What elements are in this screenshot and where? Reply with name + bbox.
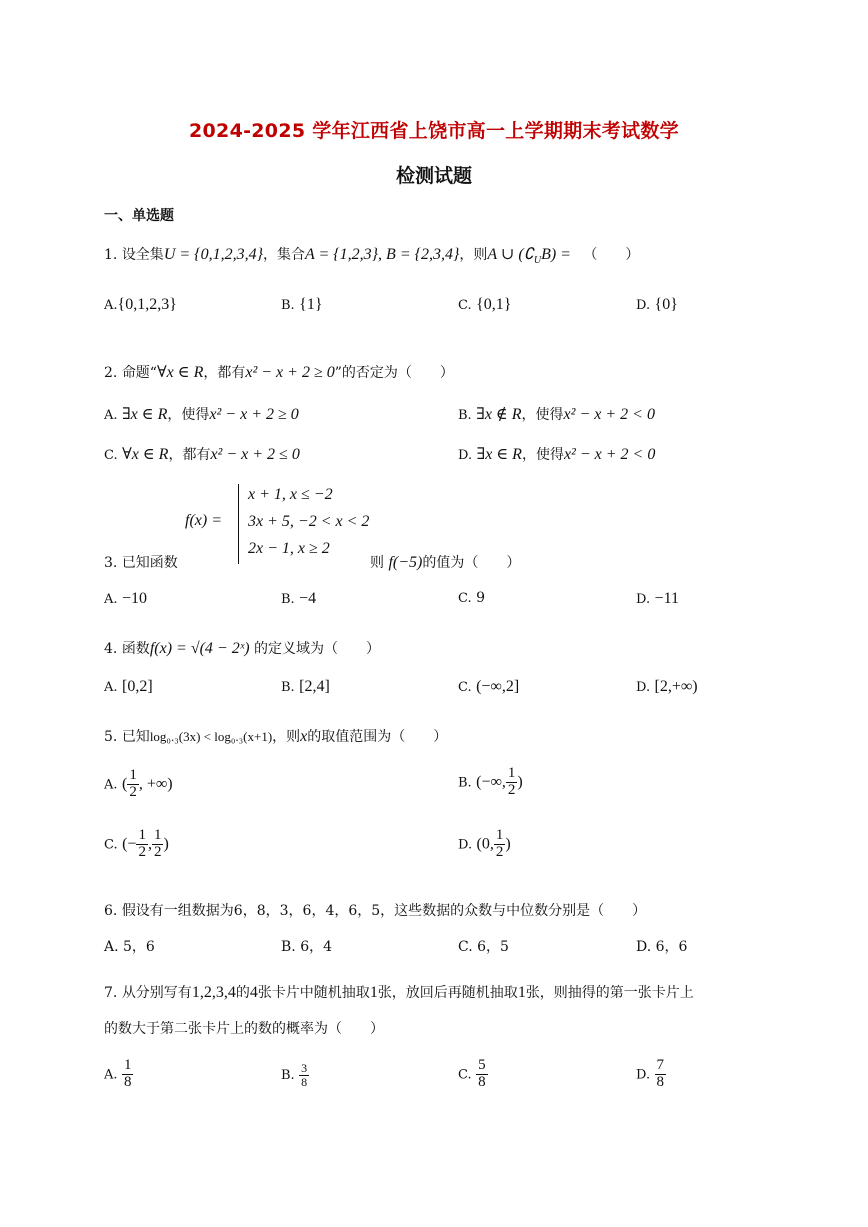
- q2-option-b: B. ∃x ∉ R，使得x² − x + 2 < 0: [458, 406, 655, 423]
- q1-option-a: A.{0,1,2,3}: [104, 296, 177, 313]
- question-7-line-2: 的数大于第二张卡片上的数的概率为（ ）: [104, 1021, 384, 1037]
- q4-option-a: A. [0,2]: [104, 678, 153, 695]
- question-7: 7. 从分别写有1,2,3,4的4张卡片中随机抽取1张，放回后再随机抽取1张，则抽得的第一张卡片上: [104, 984, 694, 1001]
- question-6: 6. 假设有一组数据为6，8，3，6，4，6，5，这些数据的众数与中位数分别是（ ）: [104, 903, 647, 919]
- q5-option-c: C. (− $\frac{1}{2}$ , $\frac{1}{2}$ ): [104, 827, 169, 860]
- section-heading: 一、单选题: [104, 208, 174, 224]
- q1-option-c: C. {0,1}: [458, 296, 512, 313]
- q7-option-c: C. $\frac{5}{8}$: [458, 1057, 486, 1090]
- q2-option-c: C. ∀x ∈ R，都有x² − x + 2 ≤ 0: [104, 446, 300, 463]
- q4-option-c: C. (−∞,2]: [458, 678, 520, 695]
- q7-option-d: D. $\frac{7}{8}$: [636, 1057, 665, 1090]
- piecewise-brace: [238, 484, 247, 564]
- question-4: 4. 函数f(x) = √(4 − 2ˣ) 的定义域为（ ）: [104, 640, 381, 657]
- q7-option-a: A. $\frac{1}{8}$: [104, 1057, 132, 1090]
- q5-option-b: B. (−∞, $\frac{1}{2}$ ): [458, 765, 523, 798]
- q4-option-b: B. [2,4]: [281, 678, 330, 695]
- question-1: 1. 设全集U = {0,1,2,3,4}，集合A = {1,2,3}, B = {2,3,4}，则A ∪ $(∁_UB)$ = （ ）: [104, 246, 640, 266]
- q5-option-a: A. ( $\frac{1}{2}$ , +∞): [104, 767, 173, 800]
- q1-option-b: B. {1}: [281, 296, 323, 313]
- exam-subtitle: 检测试题: [395, 165, 472, 187]
- question-3: 3. 已知函数: [104, 555, 178, 571]
- question-2: 2. 命题“∀x ∈ R，都有x² − x + 2 ≥ 0”的否定为（ ）: [104, 364, 454, 381]
- q3-stem-end: 则 f(−5)的值为（ ）: [370, 554, 521, 571]
- exam-title: 2024-2025 学年江西省上饶市高一上学期期末考试数学: [189, 120, 679, 142]
- q7-option-b: B. $\frac{3}{8}$: [281, 1061, 308, 1089]
- q4-option-d: D. [2,+∞): [636, 678, 698, 695]
- q2-option-a: A. ∃x ∈ R，使得x² − x + 2 ≥ 0: [104, 406, 299, 423]
- q3-option-d: D. −11: [636, 590, 679, 607]
- piecewise-case-2: 3x + 5, −2 < x < 2: [248, 513, 370, 530]
- q6-option-c: C. 6，5: [458, 939, 509, 955]
- piecewise-case-1: x + 1, x ≤ −2: [248, 486, 333, 503]
- q6-option-d: D. 6，6: [636, 939, 688, 955]
- question-5: 5. 已知log₀.₃(3x) < log₀.₃(x+1)，则x的取值范围为（ ）: [104, 728, 448, 745]
- piecewise-case-3: 2x − 1, x ≥ 2: [248, 540, 330, 557]
- q3-option-c: C. 9: [458, 590, 485, 606]
- q6-option-b: B. 6，4: [281, 939, 333, 955]
- q5-option-d: D. (0, $\frac{1}{2}$ ): [458, 827, 511, 860]
- q2-option-d: D. ∃x ∈ R，使得x² − x + 2 < 0: [458, 446, 656, 463]
- q3-function-name: f(x) =: [185, 512, 222, 529]
- q6-option-a: A. 5，6: [104, 939, 155, 955]
- q3-option-b: B. −4: [281, 590, 317, 607]
- q1-option-d: D. {0}: [636, 296, 678, 313]
- q3-option-a: A. −10: [104, 590, 148, 607]
